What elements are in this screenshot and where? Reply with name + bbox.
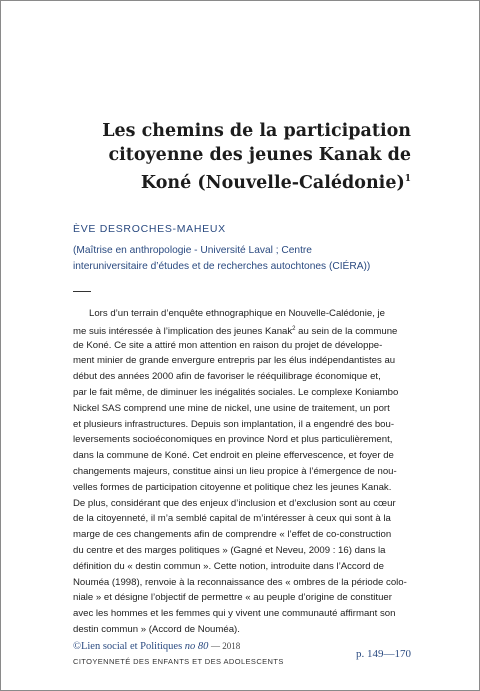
- body-line: Lors d’un terrain d’enquête ethnographique en Nouvelle-Calédonie, je: [89, 308, 386, 319]
- affiliation-line: interuniversitaire d’études et de recherches autochtones (CIÉRA)): [73, 260, 371, 272]
- title-line: citoyenne des jeunes Kanak de: [108, 145, 411, 165]
- body-line: de la citoyenneté, il m’a semblé capital de m’intéresser à ceux qui sont à la: [73, 513, 391, 525]
- body-line: De plus, considérant que des enjeux d’inclusion et d’exclusion sont au cœur: [73, 497, 396, 509]
- body-line: [73, 322, 421, 338]
- body-line: marge de ces changements afin de comprendre « l’effet de co-construction: [73, 529, 392, 541]
- body-line: définition du « destin commun ». Cette notion, introduite dans l’Accord de: [73, 560, 384, 572]
- title-line: [102, 167, 411, 195]
- page-range: p. 149—170: [356, 648, 411, 660]
- body-line: ment minier de grande envergure entrepris par les élus indépendantistes au: [73, 355, 396, 367]
- body-line: destin commun » (Accord de Nouméa).: [73, 623, 240, 635]
- body-line: Nouméa (1998), renvoie à la reconnaissance des « ombres de la période colo-: [73, 576, 407, 588]
- journal-citation: [73, 641, 240, 652]
- body-line: de Koné. Ce site a attiré mon attention en raison du projet de développe-: [73, 339, 383, 351]
- body-line: changements majeurs, constitue ainsi un lieu propice à l’émergence de nou-: [73, 465, 397, 477]
- issue-number: no 80: [184, 641, 209, 652]
- publication-year: — 2018: [211, 641, 241, 651]
- body-line: du centre et des marges politiques » (Gagné et Neveu, 2009 : 16) dans la: [73, 544, 386, 556]
- title-line: Les chemins de la participation: [102, 121, 411, 141]
- body-line: niale » et désigne l’objectif de permettre « au peuple d’origine de constituer: [73, 592, 392, 604]
- body-line: dans la commune de Koné. Cet endroit en pleine effervescence, et foyer de: [73, 450, 394, 462]
- issue-theme: CITOYENNETÉ DES ENFANTS ET DES ADOLESCENTS: [73, 657, 284, 666]
- footnote-marker[interactable]: 2: [292, 325, 296, 332]
- body-line: début des années 2000 afin de favoriser le rééquilibrage économique et,: [73, 371, 381, 383]
- body-line: leversements socioéconomiques en province Nord et plus particulièrement,: [73, 434, 393, 446]
- body-line: avec les hommes et les femmes qui y vivent une communauté affirmant son: [73, 608, 396, 620]
- body-line: par le fait même, de diminuer les inégalités sociales. Le complexe Koniambo: [73, 386, 399, 398]
- body-line: et plusieurs infrastructures. Depuis son implantation, il a engendré des bou-: [73, 418, 395, 430]
- affiliation-line: (Maîtrise en anthropologie - Université Laval ; Centre: [73, 245, 312, 256]
- title-footnote-marker[interactable]: 1: [404, 174, 411, 184]
- title-line-text: Koné (Nouvelle-Calédonie): [140, 173, 405, 193]
- separator-rule: [73, 291, 91, 292]
- body-line: velles formes de participation citoyenne et politique chez les jeunes Kanak.: [73, 481, 392, 493]
- body-line-text: au sein de la commune: [295, 325, 398, 337]
- article-title: [102, 119, 411, 195]
- body-line-text: me suis intéressée à l’implication des jeunes Kanak: [73, 325, 293, 337]
- journal-name: ©Lien social et Politiques: [73, 641, 183, 652]
- author-affiliation: [73, 243, 423, 274]
- body-paragraph: [73, 306, 421, 638]
- body-line: Nickel SAS comprend une mine de nickel, une usine de traitement, un port: [73, 402, 390, 414]
- author-name: ÈVE DESROCHES-MAHEUX: [73, 223, 226, 235]
